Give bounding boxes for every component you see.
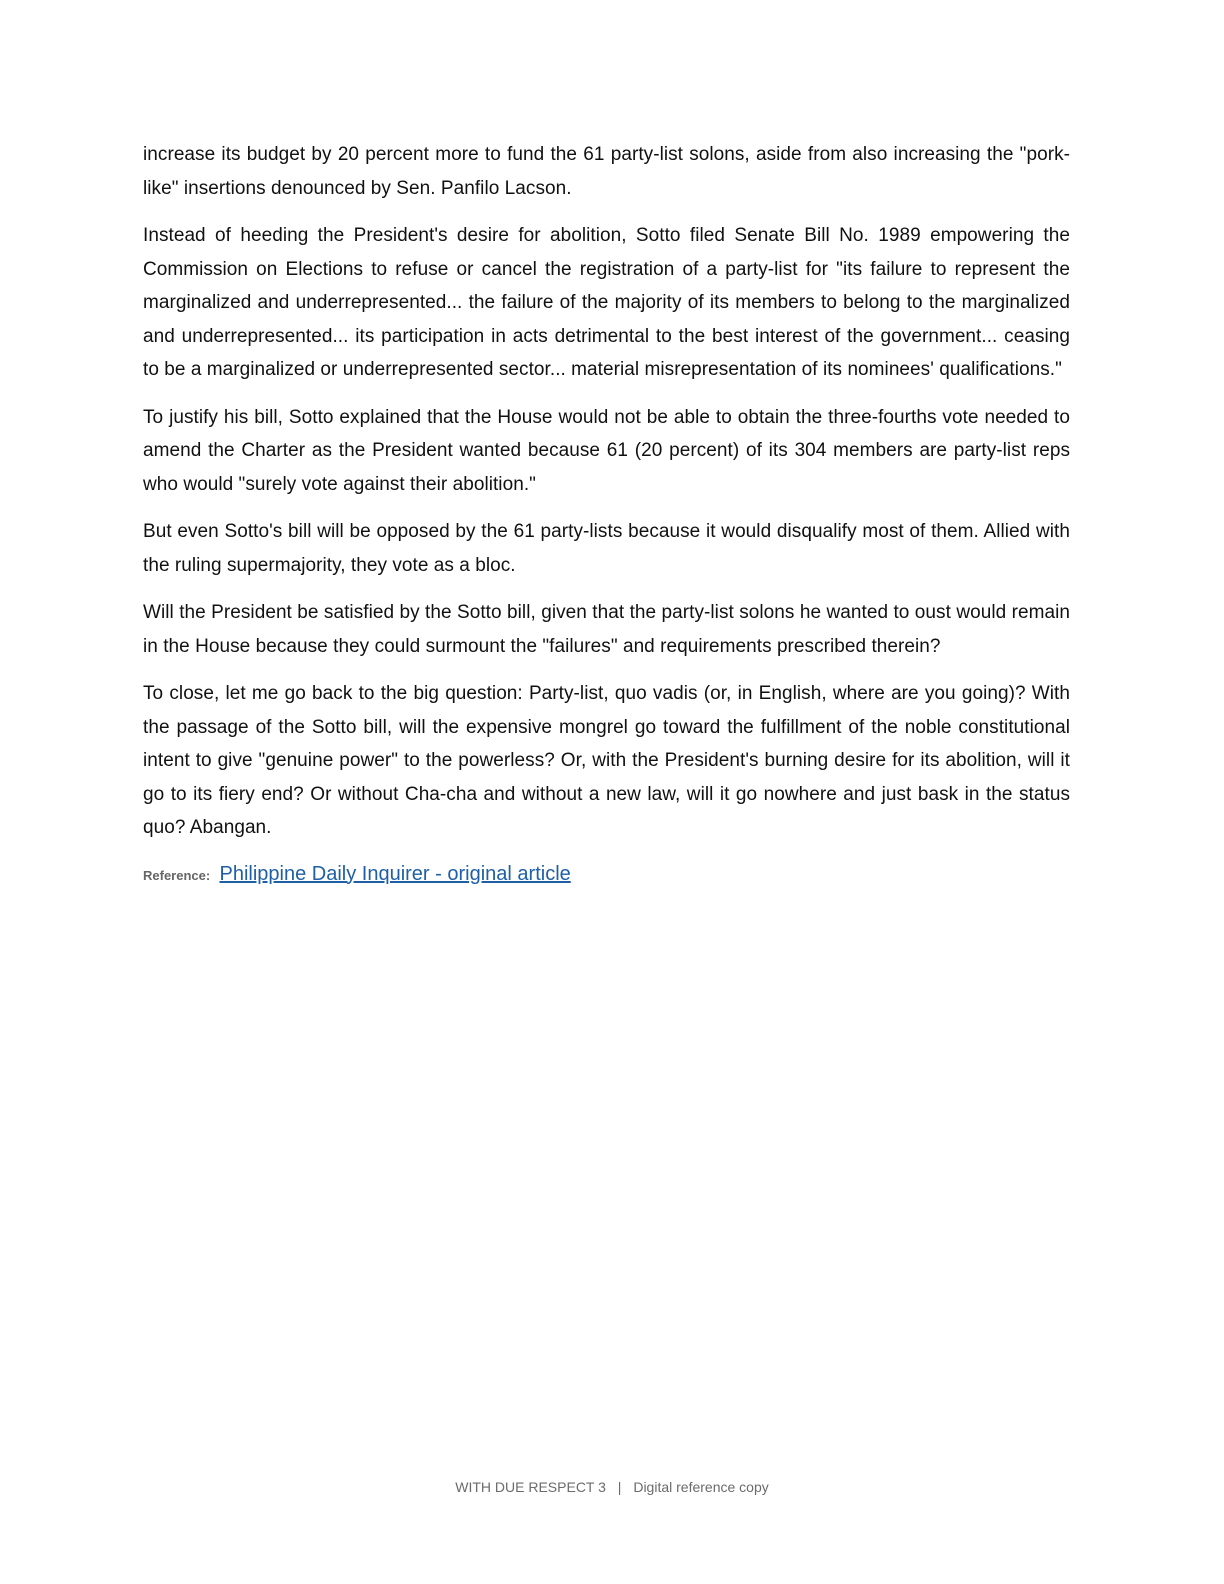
reference-link[interactable]: Philippine Daily Inquirer - original article bbox=[219, 862, 571, 885]
paragraph-2: Instead of heeding the President's desire for abolition, Sotto filed Senate Bill No. 1989 empowering the Commission on Elections to refuse or cancel the registration of a party-list for "its failure to represent the marginalized and underrepresented... the failure of the majority of its members to belong to the marginalized and underrepresented... its participation in acts detrimental to the best interest of the government... ceasing to be a marginalized or underrepresented sector... material misrepresentation of its nominees' qualifications." bbox=[143, 225, 1070, 380]
page-footer bbox=[0, 1479, 1224, 1495]
footer-note: Digital reference copy bbox=[633, 1479, 769, 1495]
paragraph-3: To justify his bill, Sotto explained that the House would not be able to obtain the three-fourths vote needed to amend the Charter as the President wanted because 61 (20 percent) of its 304 members are party-list reps who would "surely vote against their abolition." bbox=[143, 406, 1070, 495]
document-body bbox=[143, 138, 1070, 891]
paragraph-4: But even Sotto's bill will be opposed by the 61 party-lists because it would disqualify most of them. Allied with the ruling supermajority, they vote as a bloc. bbox=[143, 521, 1070, 576]
paragraph-5: Will the President be satisfied by the Sotto bill, given that the party-list solons he wanted to oust would remain in the House because they could surmount the "failures" and requirements prescribed therein? bbox=[143, 602, 1070, 657]
reference-line bbox=[143, 859, 1070, 891]
paragraph-1: increase its budget by 20 percent more to fund the 61 party-list solons, aside from also increasing the "pork-like" insertions denounced by Sen. Panfilo Lacson. bbox=[143, 144, 1070, 199]
footer-title: WITH DUE RESPECT 3 bbox=[455, 1479, 606, 1495]
paragraph-6: To close, let me go back to the big question: Party-list, quo vadis (or, in English, where are you going)? With the passage of the Sotto bill, will the expensive mongrel go toward the fulfillment of the noble constitutional intent to give "genuine power" to the powerless? Or, with the President's burning desire for its abolition, will it go to its fiery end? Or without Cha-cha and without a new law, will it go nowhere and just bask in the status quo? Abangan. bbox=[143, 683, 1070, 838]
footer-separator: | bbox=[617, 1479, 622, 1495]
reference-label: Reference: bbox=[143, 867, 211, 883]
